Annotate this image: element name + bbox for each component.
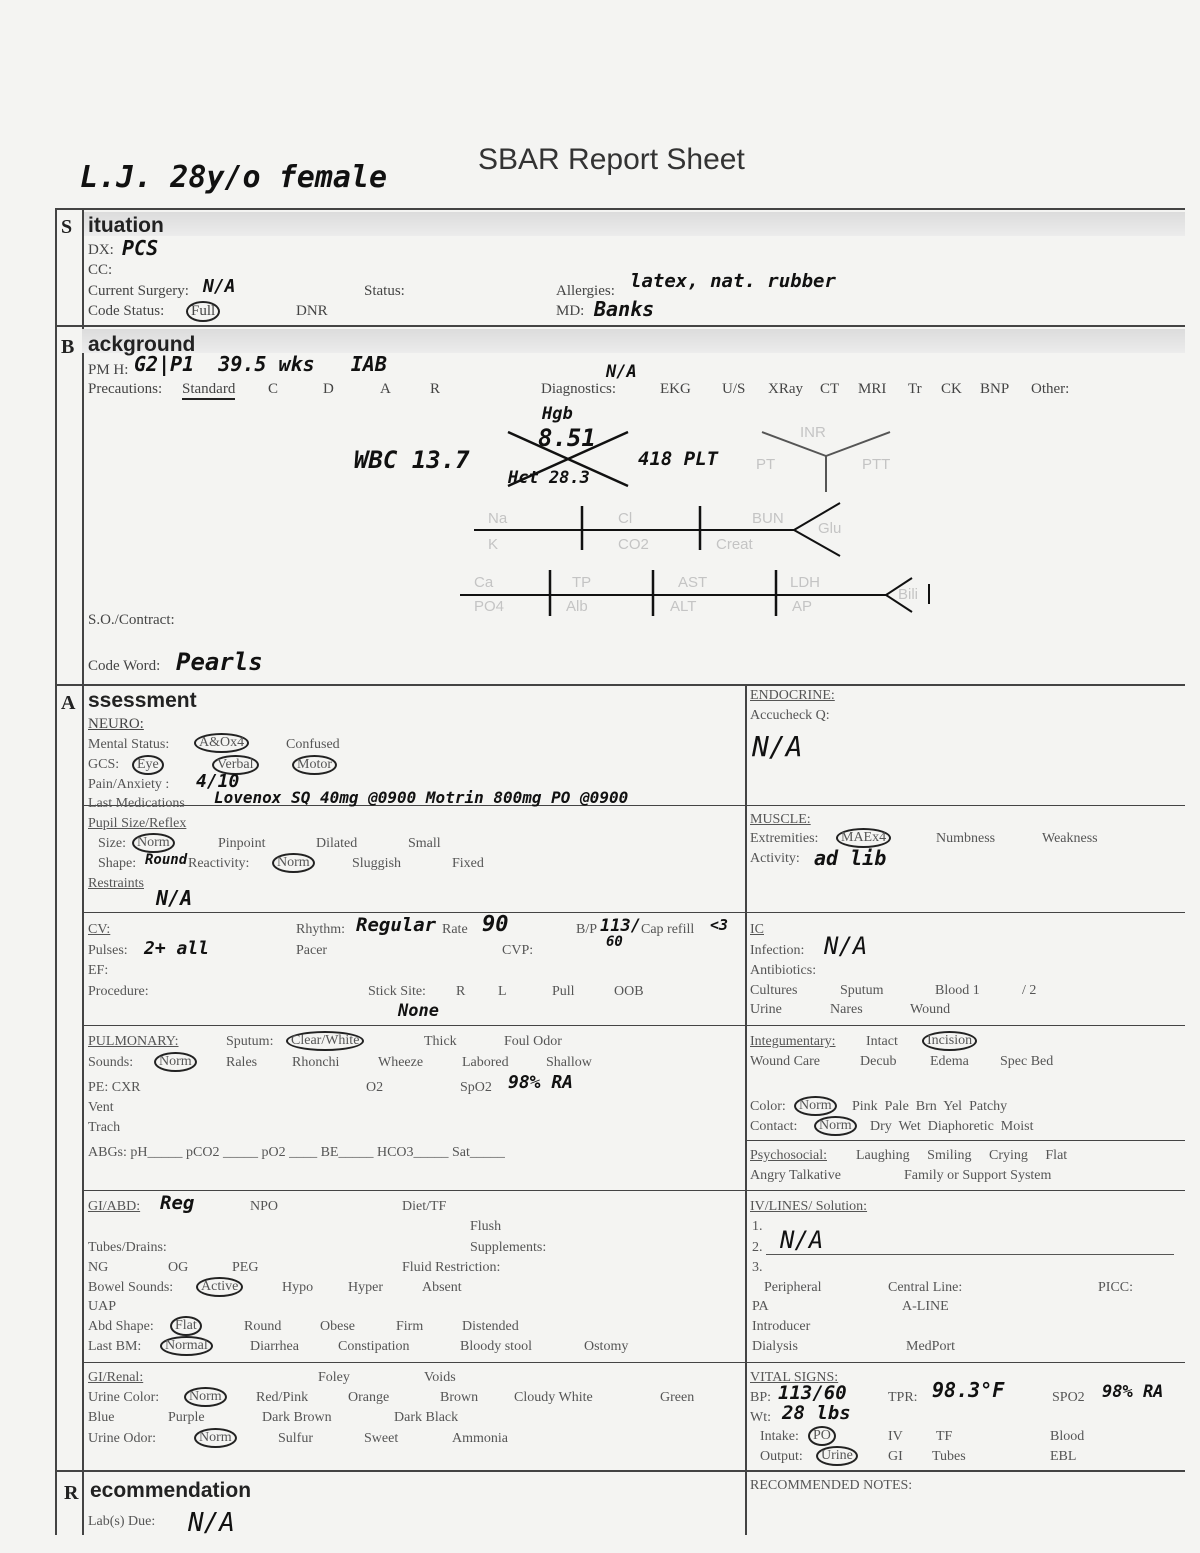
intake-label: Intake: (760, 1429, 799, 1444)
intake-tf: TF (936, 1429, 953, 1444)
vitals-bp-label: BP: (750, 1390, 772, 1405)
rate-value: 90 (482, 912, 509, 937)
iv-central-line: Central Line: (888, 1280, 963, 1295)
bmp-bun: BUN (752, 510, 784, 527)
iv-medport: MedPort (906, 1339, 955, 1354)
mental-status-circled: A&Ox4 (194, 733, 249, 753)
sounds-labored: Labored (462, 1055, 509, 1070)
code-status-label: Code Status: (88, 303, 165, 319)
culture-wound: Wound (910, 1002, 951, 1017)
reactivity-label: Reactivity: (188, 856, 250, 871)
output-tubes: Tubes (932, 1449, 966, 1464)
pupil-shape-label: Shape: (98, 856, 137, 871)
diag-ct: CT (820, 381, 840, 397)
gcs-label: GCS: (88, 757, 120, 772)
trach-label: Trach (88, 1120, 121, 1135)
sputum-foul: Foul Odor (504, 1034, 562, 1049)
page-title: SBAR Report Sheet (478, 143, 745, 176)
md-label: MD: (556, 303, 585, 319)
lft-ast: AST (678, 574, 708, 591)
bm-diarrhea: Diarrhea (250, 1339, 299, 1354)
iv-aline: A-LINE (902, 1299, 949, 1314)
sputum-thick: Thick (424, 1034, 457, 1049)
labs-due-value: N/A (188, 1508, 235, 1538)
psychosocial-line1: Laughing Smiling Crying Flat (856, 1148, 1068, 1163)
stick-pull: Pull (552, 984, 575, 999)
tubes-drains-label: Tubes/Drains: (88, 1240, 167, 1255)
precaution-standard: Standard (182, 381, 235, 400)
tube-peg: PEG (232, 1260, 259, 1275)
mental-status-label: Mental Status: (88, 737, 170, 752)
skin-color-label: Color: (750, 1099, 786, 1114)
tube-ng: NG (88, 1260, 109, 1275)
pacer: Pacer (296, 943, 328, 958)
output-urine: Urine (816, 1446, 858, 1466)
lft-ap: AP (792, 598, 813, 615)
abgs-label: ABGs: pH_____ pCO2 _____ pO2 ____ BE_____ HCO3_____ Sat_____ (88, 1145, 505, 1160)
pe-cxr-label: PE: CXR (88, 1080, 141, 1095)
labs-due-label: Lab(s) Due: (88, 1514, 156, 1529)
urine-color-norm: Norm (184, 1387, 227, 1407)
gi-abd-value: Reg (160, 1192, 195, 1214)
abd-shape-label: Abd Shape: (88, 1319, 154, 1334)
accucheck-label: Accucheck Q: (750, 708, 830, 723)
diag-ekg: EKG (660, 381, 691, 397)
bm-ostomy: Ostomy (584, 1339, 629, 1354)
diagnostics-label: Diagnostics: (541, 381, 616, 397)
cap-refill-label: Cap refill (641, 922, 695, 937)
urine-orange: Orange (348, 1390, 390, 1405)
pupil-title: Pupil Size/Reflex (88, 816, 187, 831)
integ-intact: Intact (866, 1034, 898, 1049)
surgery-label: Current Surgery: (88, 283, 189, 299)
bowel-hyper: Hyper (348, 1280, 383, 1295)
urine-purple: Purple (168, 1410, 205, 1425)
vitals-wt-value: 28 lbs (782, 1402, 851, 1424)
diag-mri: MRI (858, 381, 887, 397)
output-ebl: EBL (1050, 1449, 1077, 1464)
urine-green: Green (660, 1390, 695, 1405)
renal-voids: Voids (424, 1370, 456, 1385)
reactivity-fixed: Fixed (452, 856, 484, 871)
iv-line-3: 3. (752, 1260, 763, 1275)
edema: Edema (930, 1054, 969, 1069)
iv-peripheral: Peripheral (764, 1280, 822, 1295)
spec-bed: Spec Bed (1000, 1054, 1054, 1069)
lft-ca: Ca (474, 574, 494, 591)
pupil-size-norm: Norm (132, 833, 175, 853)
fluid-restriction: Fluid Restriction: (402, 1260, 501, 1275)
skin-color-norm: Norm (794, 1096, 837, 1116)
recommendation-heading: ecommendation (90, 1479, 252, 1502)
sputum-clear-circled: Clear/White (286, 1031, 364, 1051)
lft-bili: Bili (898, 586, 919, 603)
diag-xray: XRay (768, 381, 803, 397)
activity-value: ad lib (814, 846, 887, 870)
procedure-label: Procedure: (88, 984, 149, 999)
vitals-wt-label: Wt: (750, 1410, 771, 1425)
skin-contact-options: Dry Wet Diaphoretic Moist (870, 1119, 1034, 1134)
output-label: Output: (760, 1449, 803, 1464)
bm-constipation: Constipation (338, 1339, 410, 1354)
abd-round: Round (244, 1319, 282, 1334)
activity-label: Activity: (750, 851, 800, 866)
skin-contact-label: Contact: (750, 1119, 798, 1134)
skin-contact-norm: Norm (814, 1116, 857, 1136)
allergies-value: latex, nat. rubber (630, 270, 836, 292)
urine-cloudy: Cloudy White (514, 1390, 593, 1405)
cv-title: CV: (88, 922, 111, 937)
iv-line-1: 1. (752, 1219, 763, 1234)
numbness: Numbness (936, 831, 996, 846)
gcs-motor: Motor (292, 755, 337, 775)
last-meds-value: Lovenox SQ 40mg @0900 Motrin 800mg PO @0900 (214, 788, 629, 807)
code-full-circled: Full (186, 301, 220, 322)
hgb-label: Hgb (542, 404, 573, 424)
iv-lines-title: IV/LINES/ Solution: (750, 1199, 868, 1214)
iv-introducer: Introducer (752, 1319, 811, 1334)
sounds-norm: Norm (154, 1052, 197, 1072)
abd-obese: Obese (320, 1319, 355, 1334)
precaution-c: C (268, 381, 279, 397)
bowel-absent: Absent (422, 1280, 462, 1295)
psychosocial-line2a: Angry Talkative (750, 1168, 841, 1183)
vitals-spo2-value: 98% RA (1102, 1382, 1164, 1402)
diag-us: U/S (722, 381, 746, 397)
pmh-value: G2|P1 39.5 wks IAB (134, 352, 387, 376)
urine-dark-black: Dark Black (394, 1410, 459, 1425)
stick-r: R (456, 984, 466, 999)
psychosocial-line2b: Family or Support System (904, 1168, 1052, 1183)
vitals-bp-value: 113/60 (778, 1382, 847, 1404)
intake-blood: Blood (1050, 1429, 1085, 1444)
urine-odor-norm: Norm (194, 1428, 237, 1448)
culture-urine: Urine (750, 1002, 782, 1017)
lft-alt: ALT (670, 598, 697, 615)
cc-label: CC: (88, 262, 113, 278)
pulses-value: 2+ all (144, 938, 210, 959)
urine-sulfur: Sulfur (278, 1431, 313, 1446)
decub: Decub (860, 1054, 897, 1069)
last-bm-label: Last BM: (88, 1339, 142, 1354)
stick-site-label: Stick Site: (368, 984, 426, 999)
diag-bnp: BNP (980, 381, 1010, 397)
situation-letter: S (61, 216, 73, 238)
pain-value: 4/10 (196, 771, 240, 792)
diagnostics-value: N/A (606, 362, 637, 382)
bp-label: B/P (576, 922, 598, 937)
dx-value: PCS (122, 236, 159, 260)
abd-shape-flat: Flat (170, 1316, 202, 1336)
bowel-sounds-label: Bowel Sounds: (88, 1280, 174, 1295)
recommended-notes-label: RECOMMENDED NOTES: (750, 1478, 913, 1493)
sounds-wheeze: Wheeze (378, 1055, 424, 1070)
iv-line-2: 2. (752, 1240, 763, 1255)
sounds-rales: Rales (226, 1055, 258, 1070)
bmp-glu: Glu (818, 520, 842, 537)
restraints-label: Restraints (88, 876, 144, 891)
dx-label: DX: (88, 242, 114, 258)
bm-bloody: Bloody stool (460, 1339, 532, 1354)
restraints-value: N/A (156, 886, 193, 910)
diag-other: Other: (1031, 381, 1070, 397)
iv-line-2-value: N/A (780, 1226, 824, 1254)
sounds-rhonchi: Rhonchi (292, 1055, 340, 1070)
sputum-label: Sputum: (226, 1034, 274, 1049)
vitals-tpr-label: TPR: (888, 1390, 918, 1405)
vitals-spo2-label: SPO2 (1052, 1390, 1085, 1405)
pain-label: Pain/Anxiety : (88, 777, 170, 792)
intake-iv: IV (888, 1429, 903, 1444)
pupil-shape-value: Round (145, 852, 188, 868)
ef-label: EF: (88, 963, 109, 978)
precaution-r: R (430, 381, 441, 397)
endocrine-value: N/A (752, 730, 803, 763)
vitals-title: VITAL SIGNS: (750, 1370, 839, 1385)
endocrine-title: ENDOCRINE: (750, 688, 835, 703)
urine-brown: Brown (440, 1390, 479, 1405)
tube-og: OG (168, 1260, 189, 1275)
so-contract-label: S.O./Contract: (88, 612, 175, 628)
stick-site-value: None (398, 1001, 439, 1021)
surgery-value: N/A (203, 276, 236, 297)
pupil-size-label: Size: (98, 836, 126, 851)
sounds-label: Sounds: (88, 1055, 134, 1070)
urine-sweet: Sweet (364, 1431, 399, 1446)
bmp-co2: CO2 (618, 536, 649, 553)
hct-value: Hct 28.3 (508, 468, 590, 488)
vent-label: Vent (88, 1100, 114, 1115)
diag-ck: CK (941, 381, 962, 397)
culture-nares: Nares (830, 1002, 863, 1017)
abd-distended: Distended (462, 1319, 519, 1334)
bmp-k: K (488, 536, 499, 553)
integ-incision-circled: Incision (922, 1031, 977, 1051)
culture-blood: Blood 1 (935, 983, 980, 998)
code-word-value: Pearls (176, 648, 263, 676)
last-bm-normal: Normal (160, 1336, 213, 1356)
gi-flush: Flush (470, 1219, 502, 1234)
precaution-d: D (323, 381, 334, 397)
coag-pt: PT (756, 456, 776, 473)
coag-ptt: PTT (862, 456, 891, 473)
iv-picc: PICC: (1098, 1280, 1134, 1295)
extremities-value: MAEx4 (836, 828, 891, 848)
bmp-creat: Creat (716, 536, 753, 553)
spo2-value: 98% RA (508, 1072, 574, 1093)
uap: UAP (88, 1299, 117, 1314)
weakness: Weakness (1042, 831, 1098, 846)
iv-pa: PA (752, 1299, 769, 1314)
psychosocial-title: Psychosocial: (750, 1148, 827, 1163)
reactivity-sluggish: Sluggish (352, 856, 402, 871)
pupil-small: Small (408, 836, 441, 851)
pulmonary-title: PULMONARY: (88, 1034, 179, 1049)
urine-dark-brown: Dark Brown (262, 1410, 332, 1425)
background-letter: B (61, 336, 75, 358)
pupil-pinpoint: Pinpoint (218, 836, 266, 851)
precaution-a: A (380, 381, 391, 397)
iv-line-2-underline (766, 1254, 1174, 1255)
coag-line-b (826, 432, 890, 456)
output-gi: GI (888, 1449, 903, 1464)
abd-firm: Firm (396, 1319, 424, 1334)
supplements-label: Supplements: (470, 1240, 547, 1255)
lft-tp: TP (572, 574, 592, 591)
rhythm-label: Rhythm: (296, 922, 346, 937)
rate-label: Rate (442, 922, 468, 937)
cap-refill-value: <3 (710, 916, 729, 934)
neuro-title: NEURO: (88, 716, 144, 732)
sounds-shallow: Shallow (546, 1055, 592, 1070)
urine-red-pink: Red/Pink (256, 1390, 309, 1405)
o2-label: O2 (366, 1080, 384, 1095)
muscle-title: MUSCLE: (750, 812, 811, 827)
pulses-label: Pulses: (88, 943, 128, 958)
infection-label: Infection: (750, 943, 805, 958)
renal-foley: Foley (318, 1370, 350, 1385)
gcs-eye: Eye (132, 755, 164, 775)
precautions-label: Precautions: (88, 381, 163, 397)
urine-ammonia: Ammonia (452, 1431, 508, 1446)
assessment-heading: ssessment (88, 689, 197, 712)
urine-blue: Blue (88, 1410, 115, 1425)
integumentary-title: Integumentary: (750, 1034, 836, 1049)
intake-po: PO (808, 1426, 836, 1446)
reactivity-norm: Norm (272, 853, 315, 873)
culture-blood-2: / 2 (1022, 983, 1037, 998)
bmp-cl: Cl (618, 510, 633, 527)
pupil-dilated: Dilated (316, 836, 358, 851)
iv-dialysis: Dialysis (752, 1339, 798, 1354)
infection-value: N/A (824, 932, 868, 960)
cultures: Cultures (750, 983, 798, 998)
skin-color-options: Pink Pale Brn Yel Patchy (852, 1099, 1008, 1114)
bmp-na: Na (488, 510, 508, 527)
background-heading: ackground (88, 333, 196, 356)
diag-tr: Tr (908, 381, 922, 397)
gi-npo: NPO (250, 1199, 279, 1214)
md-value: Banks (594, 297, 655, 321)
recommendation-letter: R (64, 1482, 79, 1504)
bowel-sounds-active: Active (196, 1277, 243, 1297)
stick-oob: OOB (614, 984, 644, 999)
stick-l: L (498, 984, 507, 999)
pmh-label: PM H: (88, 362, 129, 378)
allergies-label: Allergies: (556, 283, 615, 299)
lft-ldh: LDH (790, 574, 821, 591)
status-label: Status: (364, 283, 405, 299)
cvp-label: CVP: (502, 943, 534, 958)
culture-sputum: Sputum (840, 983, 884, 998)
urine-color-label: Urine Color: (88, 1390, 160, 1405)
gcs-verbal: Verbal (212, 755, 259, 775)
confused: Confused (286, 737, 340, 752)
antibiotics-label: Antibiotics: (750, 963, 817, 978)
bowel-hypo: Hypo (282, 1280, 314, 1295)
extremities-label: Extremities: (750, 831, 819, 846)
spo2-label: SpO2 (460, 1080, 492, 1095)
wbc-value: WBC 13.7 (354, 446, 470, 474)
assessment-letter: A (61, 692, 76, 714)
code-dnr: DNR (296, 303, 328, 319)
gi-abd-title: GI/ABD: (88, 1199, 141, 1214)
coag-inr: INR (800, 424, 826, 441)
last-meds-label: Last Medications (88, 796, 185, 811)
patient-id: L.J. 28y/o female (80, 160, 388, 195)
lft-po4: PO4 (474, 598, 505, 615)
renal-title: GI/Renal: (88, 1370, 144, 1385)
wound-care: Wound Care (750, 1054, 821, 1069)
hgb-value: 8.51 (538, 424, 596, 452)
gi-diet: Diet/TF (402, 1199, 447, 1214)
lft-alb: Alb (566, 598, 588, 615)
plt-value: 418 PLT (638, 448, 719, 470)
bp-systolic: 113/ (600, 916, 641, 936)
vitals-tpr-value: 98.3°F (932, 1378, 1005, 1402)
rhythm-value: Regular (356, 914, 437, 936)
code-word-label: Code Word: (88, 658, 161, 674)
situation-heading: ituation (88, 214, 164, 237)
ic-title: IC (750, 922, 764, 937)
bp-diastolic: 60 (606, 934, 623, 950)
urine-odor-label: Urine Odor: (88, 1431, 157, 1446)
